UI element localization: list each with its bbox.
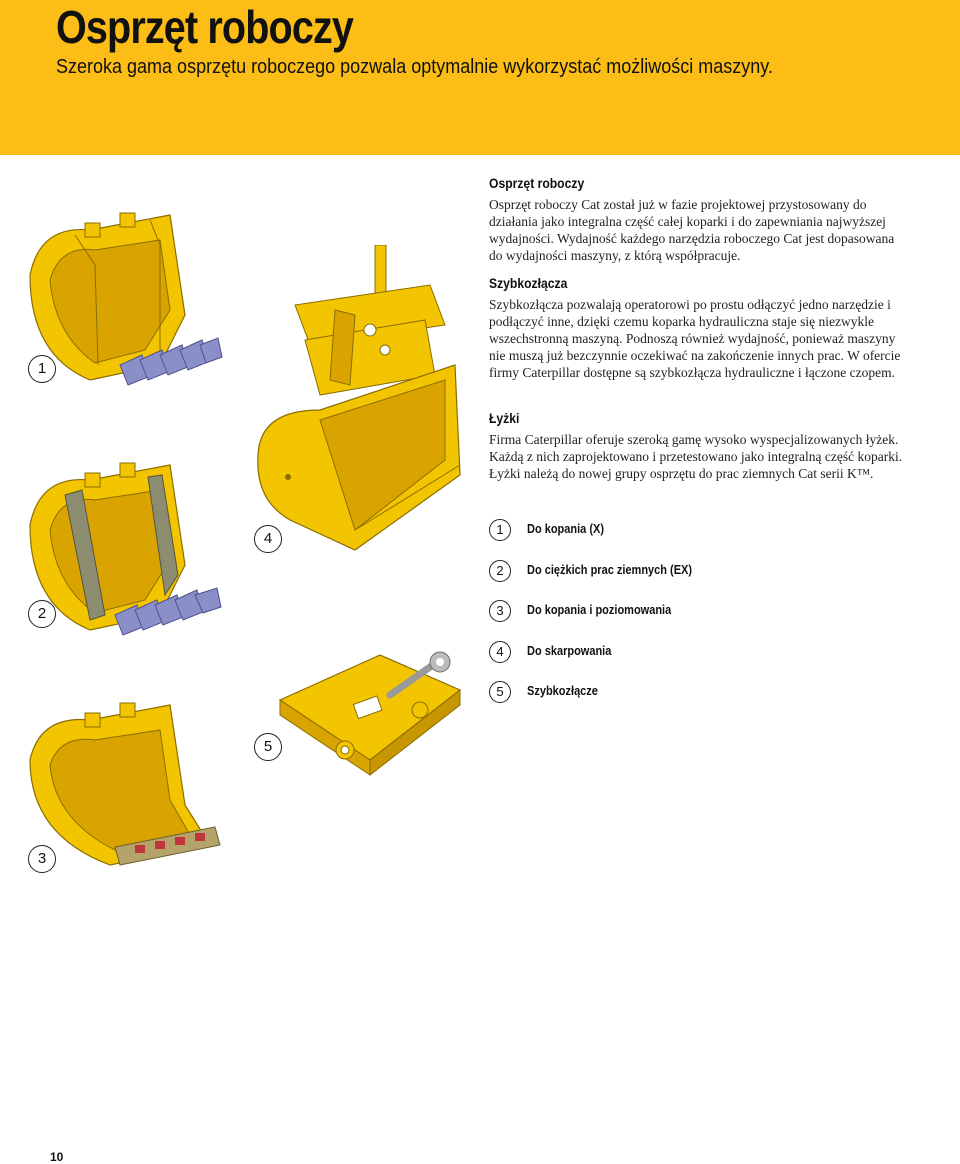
grading-bucket-illustration <box>20 695 225 870</box>
section-heading-buckets: Łyżki <box>489 411 520 426</box>
legend-label: Do ciężkich prac ziemnych (EX) <box>527 563 693 577</box>
page-subtitle: Szeroka gama osprzętu roboczego pozwala optymalnie wykorzystać możliwości maszyny. <box>56 56 773 78</box>
legend-number: 2 <box>489 560 511 582</box>
legend-label: Szybkozłącze <box>527 684 598 698</box>
legend-number: 3 <box>489 600 511 622</box>
section-body-couplers: Szybkozłącza pozwalają operatorowi po prostu odłączyć jedno narzędzie i podłączyć inne, dzięki czemu koparka hydrauliczna staje się niezwykle wszechstronną maszyną. Podnoszą również wydajność, ponieważ maszyny nie muszą już bezczynnie oczekiwać na zakończenie innych prac. W ofercie firmy Caterpillar dostępne są szybkozłącza hydrauliczne i łączone czopem. <box>489 297 901 380</box>
marker-2: 2 <box>28 600 56 628</box>
marker-4: 4 <box>254 525 282 553</box>
marker-5: 5 <box>254 733 282 761</box>
marker-1: 1 <box>28 355 56 383</box>
legend-label: Do kopania i poziomowania <box>527 603 672 617</box>
section-body-buckets: Firma Caterpillar oferuje szeroką gamę wysoko wyspecjalizowanych łyżek. Każdą z nich zaprojektowano i przetestowano jako integralną część koparki. Łyżki należą do nowej grupy osprzętu do prac ziemnych Cat serii K™. <box>489 432 903 481</box>
legend-number: 4 <box>489 641 511 663</box>
ditch-bucket-illustration <box>250 245 465 560</box>
legend-number: 5 <box>489 681 511 703</box>
page-number: 10 <box>50 1150 64 1164</box>
header-band <box>0 0 960 155</box>
section-body-attachments: Osprzęt roboczy Cat został już w fazie projektowej przystosowany do działania jako integralna część całej koparki i do zapewniania najwyższej wydajności. Wydajność każdego narzędzia roboczego Cat jest dopasowana do wydajności maszyny, z którą współpracuje. <box>489 197 895 263</box>
legend-number: 1 <box>489 519 511 541</box>
legend-label: Do skarpowania <box>527 644 612 658</box>
page-title: Osprzęt roboczy <box>56 1 354 53</box>
section-heading-couplers: Szybkozłącza <box>489 276 568 291</box>
legend-label: Do kopania (X) <box>527 522 605 536</box>
marker-3: 3 <box>28 845 56 873</box>
quick-coupler-illustration <box>270 640 470 780</box>
section-heading-attachments: Osprzęt roboczy <box>489 176 585 191</box>
